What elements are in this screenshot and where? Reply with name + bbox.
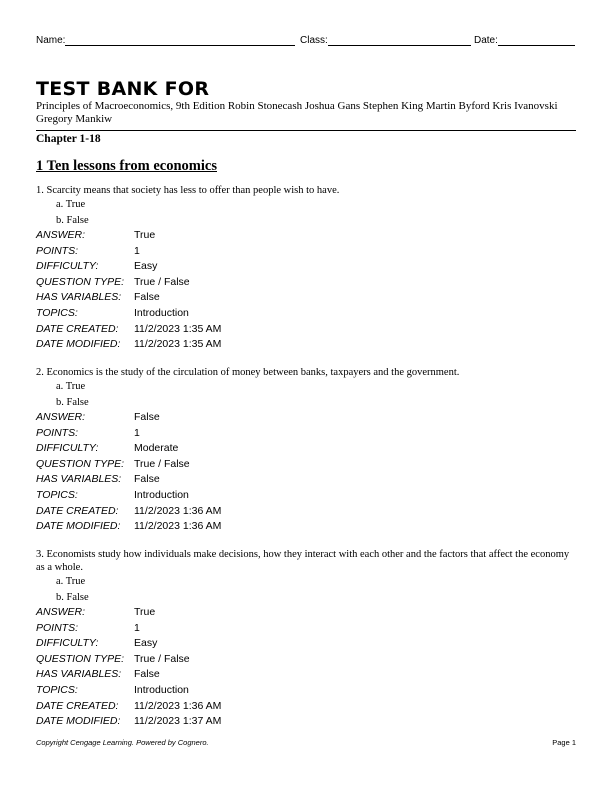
option-a: a. True bbox=[56, 576, 86, 587]
question-type-value: True / False bbox=[134, 652, 190, 665]
page-title: TEST BANK FOR bbox=[36, 78, 210, 100]
points-value: 1 bbox=[134, 244, 140, 257]
points-label: POINTS: bbox=[36, 426, 79, 439]
option-b: b. False bbox=[56, 214, 89, 226]
difficulty-value: Easy bbox=[134, 637, 158, 650]
difficulty-label: DIFFICULTY: bbox=[36, 442, 99, 455]
option-a: a. True bbox=[56, 381, 86, 392]
date-created-value: 11/2/2023 1:36 AM bbox=[134, 504, 222, 517]
date-label: Date: bbox=[474, 35, 498, 46]
question-type-value: True / False bbox=[134, 457, 190, 470]
date-modified-value: 11/2/2023 1:36 AM bbox=[134, 520, 222, 533]
class-blank bbox=[328, 35, 471, 46]
name-field bbox=[36, 35, 295, 46]
question-block bbox=[36, 366, 576, 535]
has-variables-value: False bbox=[134, 291, 160, 304]
date-created-label: DATE CREATED: bbox=[36, 699, 119, 712]
date-modified-label: DATE MODIFIED: bbox=[36, 338, 121, 351]
question-text: 1. Scarcity means that society has less to offer than people wish to have. bbox=[36, 185, 340, 196]
copyright-text: Copyright Cengage Learning. Powered by Cognero. bbox=[36, 738, 209, 747]
answer-value: True bbox=[134, 229, 156, 241]
date-modified-value: 11/2/2023 1:37 AM bbox=[134, 715, 222, 728]
has-variables-value: False bbox=[134, 668, 160, 681]
question-type-label: QUESTION TYPE: bbox=[36, 652, 125, 665]
page-number: Page 1 bbox=[552, 738, 576, 747]
date-created-value: 11/2/2023 1:36 AM bbox=[134, 699, 222, 712]
section-title: 1 Ten lessons from economics bbox=[36, 158, 217, 174]
difficulty-label: DIFFICULTY: bbox=[36, 637, 99, 650]
question-metadata bbox=[36, 228, 576, 353]
difficulty-value: Moderate bbox=[134, 442, 179, 455]
title-divider bbox=[36, 130, 576, 131]
question-type-label: QUESTION TYPE: bbox=[36, 275, 125, 288]
question-block bbox=[36, 184, 576, 353]
name-label: Name: bbox=[36, 35, 66, 46]
name-blank bbox=[65, 35, 295, 46]
date-created-label: DATE CREATED: bbox=[36, 504, 119, 517]
difficulty-label: DIFFICULTY: bbox=[36, 260, 99, 273]
topics-value: Introduction bbox=[134, 488, 189, 501]
topics-value: Introduction bbox=[134, 306, 189, 319]
points-value: 1 bbox=[134, 621, 140, 634]
points-label: POINTS: bbox=[36, 244, 79, 257]
date-field bbox=[474, 35, 575, 46]
date-blank bbox=[498, 35, 575, 46]
question-metadata bbox=[36, 410, 576, 535]
chapter-label: Chapter 1-18 bbox=[36, 133, 101, 145]
question-text: 2. Economics is the study of the circulation of money between banks, taxpayers and the government. bbox=[36, 367, 460, 378]
has-variables-label: HAS VARIABLES: bbox=[36, 473, 122, 486]
topics-label: TOPICS: bbox=[36, 488, 78, 501]
date-created-label: DATE CREATED: bbox=[36, 322, 119, 335]
question-block bbox=[36, 548, 576, 730]
has-variables-label: HAS VARIABLES: bbox=[36, 668, 122, 681]
date-modified-label: DATE MODIFIED: bbox=[36, 520, 121, 533]
answer-label: ANSWER: bbox=[36, 411, 86, 423]
class-field bbox=[300, 35, 471, 46]
option-b: b. False bbox=[56, 396, 89, 408]
topics-label: TOPICS: bbox=[36, 683, 78, 696]
date-modified-value: 11/2/2023 1:35 AM bbox=[134, 338, 222, 351]
has-variables-value: False bbox=[134, 473, 160, 486]
date-created-value: 11/2/2023 1:35 AM bbox=[134, 322, 222, 335]
topics-value: Introduction bbox=[134, 683, 189, 696]
question-metadata bbox=[36, 605, 576, 730]
answer-label: ANSWER: bbox=[36, 606, 86, 618]
option-b: b. False bbox=[56, 591, 89, 603]
book-subtitle: Principles of Macroeconomics, 9th Edition Robin Stonecash Joshua Gans Stephen King Martin Byford Kris Ivanovski Gregory Mankiw bbox=[36, 100, 558, 125]
has-variables-label: HAS VARIABLES: bbox=[36, 291, 122, 304]
points-value: 1 bbox=[134, 426, 140, 439]
question-text: 3. Economists study how individuals make decisions, how they interact with each other and the factors that affect the economy as a whole. bbox=[36, 549, 570, 573]
question-type-label: QUESTION TYPE: bbox=[36, 457, 125, 470]
answer-value: True bbox=[134, 606, 156, 618]
option-a: a. True bbox=[56, 199, 86, 210]
topics-label: TOPICS: bbox=[36, 306, 78, 319]
answer-value: False bbox=[134, 411, 160, 423]
question-type-value: True / False bbox=[134, 275, 190, 288]
answer-label: ANSWER: bbox=[36, 229, 86, 241]
date-modified-label: DATE MODIFIED: bbox=[36, 715, 121, 728]
difficulty-value: Easy bbox=[134, 260, 158, 273]
points-label: POINTS: bbox=[36, 621, 79, 634]
class-label: Class: bbox=[300, 35, 328, 46]
